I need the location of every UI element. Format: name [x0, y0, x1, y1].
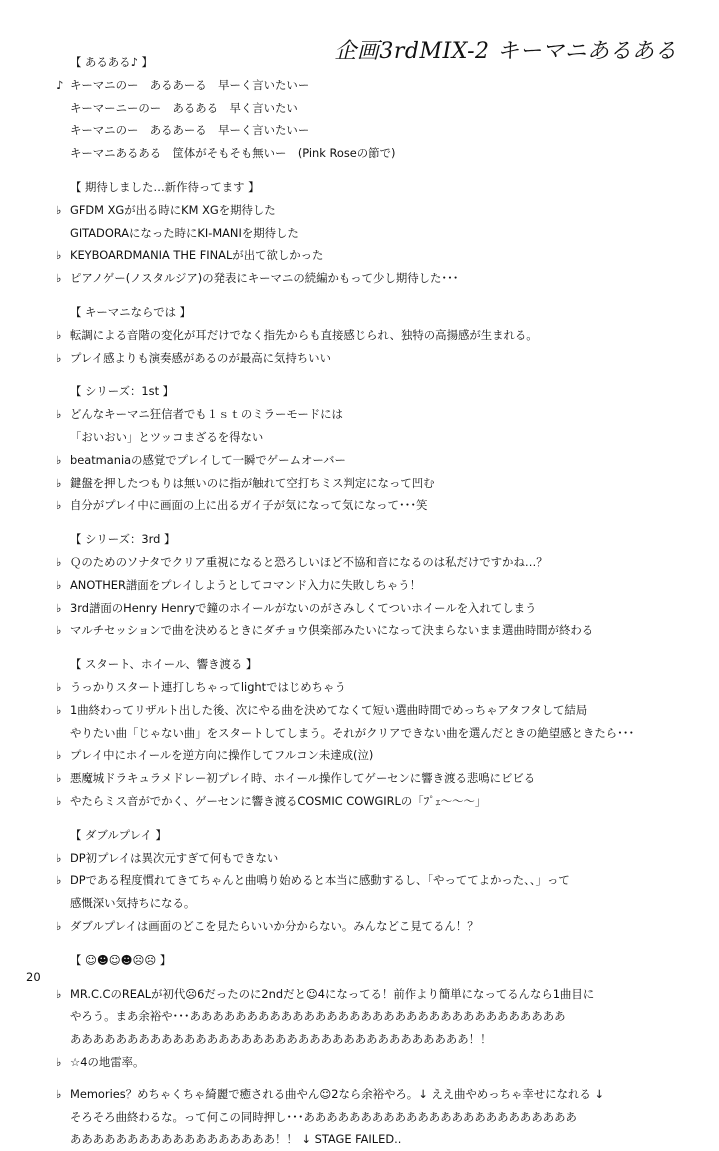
- text-line: [56, 426, 696, 449]
- spacer: [56, 938, 696, 949]
- page-number: 20: [26, 970, 41, 984]
- bullet-mark: ♭: [56, 350, 62, 365]
- text-line: [56, 199, 696, 222]
- line-text: キーマニあるある 筐体がそもそも無いー (Pink Roseの節で): [70, 146, 396, 161]
- text-line: [56, 494, 696, 517]
- line-text: MR.C.CのREALが初代☹6だったのに2ndだと☺4になってる！前作より簡単になってるんなら1曲目に: [70, 986, 595, 1001]
- line-text: ダブルプレイは画面のどこを見たらいいか分からない。みんなどこ見てるん！？: [70, 918, 479, 933]
- line-text: 【 あるある♪ 】: [70, 55, 153, 69]
- line-text: 【 シリーズ：3rd 】: [70, 532, 176, 547]
- bullet-mark: ♭: [56, 202, 62, 217]
- page-title: 企画3rdMIX-2 キーマニあるある: [334, 39, 677, 64]
- text-line: [56, 1106, 696, 1129]
- bullet-mark: ♭: [56, 1086, 62, 1101]
- line-text: 【 シリーズ：1st 】: [70, 384, 175, 399]
- text-line: [56, 597, 696, 620]
- line-text: キーマニのー あるあーる 早ーく言いたいー: [70, 77, 310, 92]
- line-text: ピアノゲー(ノスタルジア)の発表にキーマニの続編かもって少し期待した･･･: [70, 271, 459, 286]
- line-text: 感慨深い気持ちになる。: [70, 896, 196, 911]
- text-line: [56, 472, 696, 495]
- bullet-mark: ♭: [56, 986, 62, 1001]
- line-text: 鍵盤を押したつもりは無いのに指が触れて空打ちミス判定になって凹む: [70, 475, 435, 490]
- document-body: [56, 51, 696, 1151]
- text-line: [56, 722, 696, 745]
- bullet-mark: ♭: [56, 679, 62, 694]
- line-text: やりたい曲「じゃない曲」をスタートしてしまう。それがクリアできない曲を選んだときの絶望感ときたら･･･: [70, 725, 635, 740]
- text-line: [56, 1083, 696, 1106]
- line-text: 悪魔城ドラキュラメドレー初プレイ時、ホイール操作してゲーセンに響き渡る悲鳴にビビる: [70, 771, 536, 786]
- line-text: 3rd譜面のHenry Henryで鐘のホイールがないのがさみしくてついホイールを入れてしまう: [70, 600, 537, 615]
- bullet-mark: ♭: [56, 793, 62, 808]
- line-text: プレイ中にホイールを逆方向に操作してフルコン未達成(泣): [70, 748, 374, 763]
- spacer: [56, 813, 696, 824]
- line-text: 1曲終わってリザルト出した後、次にやる曲を決めてなくて短い選曲時間でめっちゃアタフタして結局: [70, 702, 588, 717]
- text-line: [56, 97, 696, 120]
- line-text: 【 スタート、ホイール、響き渡る 】: [70, 657, 258, 672]
- bullet-mark: ♭: [56, 577, 62, 592]
- text-line: [56, 1005, 696, 1028]
- text-line: [56, 222, 696, 245]
- text-line: [56, 676, 696, 699]
- line-text: GFDM XGが出る時にKM XGを期待した: [70, 202, 276, 217]
- spacer: [56, 517, 696, 528]
- line-text: キーマーニーのー あるある 早く言いたい: [70, 100, 298, 115]
- line-text: ☆4の地雷率。: [70, 1055, 145, 1070]
- line-text: 転調による音階の変化が耳だけでなく指先からも直接感じられ、独特の高揚感が生まれる。: [70, 327, 538, 342]
- line-text: どんなキーマニ狂信者でも１ｓｔのミラーモードには: [70, 407, 343, 422]
- bullet-mark: ♭: [56, 918, 62, 933]
- text-line: [56, 1128, 696, 1151]
- text-line: [56, 869, 696, 892]
- bullet-mark: ♭: [56, 850, 62, 865]
- text-line: [56, 528, 696, 551]
- text-line: [56, 380, 696, 403]
- line-text: マルチセッションで曲を決めるときにダチョウ倶楽部みたいになって決まらないまま選曲時間が終わる: [70, 623, 594, 638]
- line-text: 【 期待しました…新作待ってます 】: [70, 179, 260, 194]
- line-text: DP初プレイは異次元すぎて何もできない: [70, 850, 279, 865]
- text-line: [56, 403, 696, 426]
- spacer: [56, 165, 696, 176]
- spacer: [56, 369, 696, 380]
- bullet-mark: ♭: [56, 623, 62, 638]
- spacer: [56, 290, 696, 301]
- bullet-mark: ♭: [56, 702, 62, 717]
- line-text: 【 キーマニならでは 】: [70, 304, 192, 319]
- line-text: 「おいおい」とツッコまざるを得ない: [70, 429, 264, 444]
- bullet-mark: ♭: [56, 475, 62, 490]
- bullet-mark: ♭: [56, 748, 62, 763]
- text-line: [56, 847, 696, 870]
- line-text: 【 ダブルプレイ 】: [70, 827, 167, 842]
- bullet-mark: ♭: [56, 873, 62, 888]
- bullet-mark: ♭: [56, 248, 62, 263]
- line-text: Memories？めちゃくちゃ綺麗で癒される曲やん☺2なら余裕やろ。↓ ええ曲やめっちゃ幸せになれる ↓: [70, 1086, 604, 1101]
- text-line: [56, 176, 696, 199]
- text-line: [56, 301, 696, 324]
- line-text: うっかりスタート連打しちゃってlightではじめちゃう: [70, 679, 346, 694]
- text-line: [56, 824, 696, 847]
- bullet-mark: ♭: [56, 554, 62, 569]
- text-line: [56, 915, 696, 938]
- text-line: [56, 267, 696, 290]
- line-text: そろそろ曲終わるな。って何この同時押し･･･ああああああああああああああああああああああああ: [70, 1109, 577, 1124]
- text-line: [56, 551, 696, 574]
- text-line: [56, 790, 696, 813]
- text-line: [56, 892, 696, 915]
- text-line: [56, 1051, 696, 1074]
- bullet-mark: ♭: [56, 271, 62, 286]
- text-line: [56, 653, 696, 676]
- text-line: [56, 142, 696, 165]
- text-line: [56, 324, 696, 347]
- text-line: [56, 449, 696, 472]
- line-text: やろう。まあ余裕や･･･あああああああああああああああああああああああああああああああああ: [70, 1009, 566, 1024]
- bullet-mark: ♭: [56, 498, 62, 513]
- bullet-mark: ♭: [56, 1055, 62, 1070]
- line-text: やたらミス音がでかく、ゲーセンに響き渡るCOSMIC COWGIRLの「ﾌﾟｪ〜〜〜」: [70, 793, 487, 808]
- line-text: beatmaniaの感覚でプレイして一瞬でゲームオーバー: [70, 452, 346, 467]
- bullet-mark: ♭: [56, 327, 62, 342]
- text-line: [56, 767, 696, 790]
- bullet-mark: ♪: [56, 77, 64, 92]
- text-line: [56, 119, 696, 142]
- text-line: [56, 244, 696, 267]
- line-text: ANOTHER譜面をプレイしようとしてコマンド入力に失敗しちゃう！: [70, 577, 422, 592]
- spacer: [56, 642, 696, 653]
- line-text: DPである程度慣れてきてちゃんと曲鳴り始めると本当に感動するし、「やっててよかった、、」って: [70, 873, 570, 888]
- text-line: [56, 983, 696, 1006]
- line-text: ああああああああああああああああああ！！ ↓ STAGE FAILED..: [70, 1132, 402, 1147]
- line-text: KEYBOARDMANIA THE FINALが出て欲しかった: [70, 248, 324, 263]
- bullet-mark: ♭: [56, 452, 62, 467]
- text-line: [56, 744, 696, 767]
- text-line: [56, 74, 696, 97]
- line-text: Ｑのためのソナタでクリア重視になると恐ろしいほど不協和音になるのは私だけですかね…？: [70, 554, 548, 569]
- line-text: GITADORAになった時にKI-MANIを期待した: [70, 225, 299, 240]
- text-line: [56, 699, 696, 722]
- bullet-mark: ♭: [56, 771, 62, 786]
- text-line: [56, 347, 696, 370]
- text-line: [56, 619, 696, 642]
- text-line: [56, 574, 696, 597]
- bullet-mark: ♭: [56, 600, 62, 615]
- line-text: あああああああああああああああああああああああああああああああああああ！！: [70, 1032, 492, 1047]
- line-text: キーマニのー あるあーる 早ーく言いたいー: [70, 123, 310, 138]
- line-text: 【 ☺☻☺☻☹☹ 】: [70, 952, 172, 967]
- bullet-mark: ♭: [56, 407, 62, 422]
- text-line: [56, 949, 696, 983]
- text-line: [56, 1028, 696, 1051]
- text-line: [56, 51, 696, 74]
- line-text: 自分がプレイ中に画面の上に出るガイ子が気になって気になって･･･笑: [70, 498, 428, 513]
- line-text: プレイ感よりも演奏感があるのが最高に気持ちいい: [70, 350, 331, 365]
